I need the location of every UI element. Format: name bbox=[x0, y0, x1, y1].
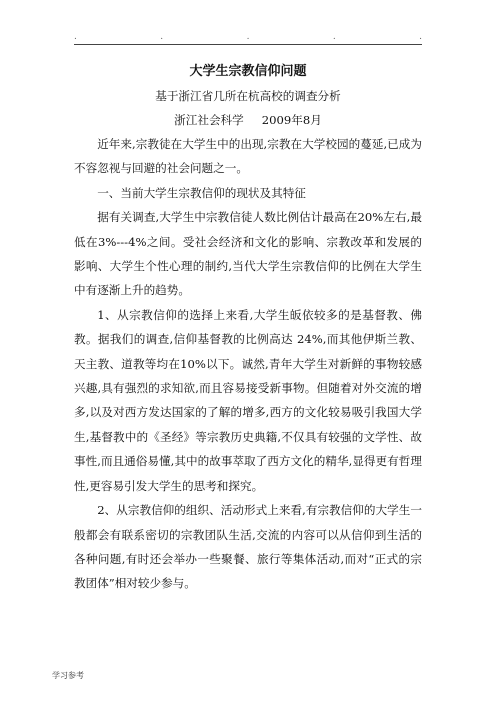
document-body bbox=[74, 60, 422, 596]
header-dot: . bbox=[246, 32, 250, 42]
header-dot: . bbox=[332, 32, 336, 42]
header-dot: . bbox=[160, 32, 164, 42]
body-paragraph: 2、从宗教信仰的组织、活动形式上来看,有宗教信仰的大学生一般都会有联系密切的宗教团队生活,交流的内容可以从信仰到生活的各种问题,有时还会举办一些聚餐、旅行等集体活动,而对“正式的宗教团体”相对较少参与。 bbox=[74, 503, 422, 591]
header-dot: . bbox=[74, 32, 77, 42]
document-byline bbox=[74, 108, 422, 132]
document-title: 大学生宗教信仰问题 bbox=[189, 64, 307, 79]
body-paragraph: 1、从宗教信仰的选择上来看,大学生皈依较多的是基督教、佛教。据我们的调查,信仰基督教的比例高达 24%,而其他伊斯兰教、天主教、道教等均在10%以下。诚然,青年大学生对新鲜的事物较感兴趣,具有强烈的求知欲,而且容易接受新事物。但随着对外交流的增多,以及对西方发达国家的了解的增多,西方的文化较易吸引我国大学生,基督教中的《圣经》等宗教历史典籍,不仅具有较强的文学性、故事性,而且通俗易懂,其中的故事萃取了西方文化的精华,显得更有哲理性,更容易引发大学生的思考和探究。 bbox=[74, 307, 422, 493]
document-subtitle: 基于浙江省几所在杭高校的调查分析 bbox=[155, 89, 341, 103]
source-name: 浙江社会科学 bbox=[174, 113, 244, 127]
intro-paragraph: 近年来,宗教徒在大学生中的出现,宗教在大学校园的蔓延,已成为不容忽视与回避的社会问题之一。 bbox=[74, 137, 422, 176]
page-header-dots bbox=[74, 32, 422, 42]
section-heading: 一、当前大学生宗教信仰的现状及其特征 bbox=[97, 185, 306, 200]
header-dot: . bbox=[419, 32, 422, 42]
publication-date: 2009年8月 bbox=[261, 113, 322, 127]
body-paragraph: 据有关调查,大学生中宗教信徒人数比例估计最高在20%左右,最低在3%---4%之间。受社会经济和文化的影响、宗教改革和发展的影响、大学生个性心理的制约,当代大学生宗教信仰的比例在大学生中有逐渐上升的趋势。 bbox=[74, 210, 422, 298]
header-rule bbox=[74, 44, 422, 45]
page-footer: 学习参考 bbox=[52, 671, 84, 680]
